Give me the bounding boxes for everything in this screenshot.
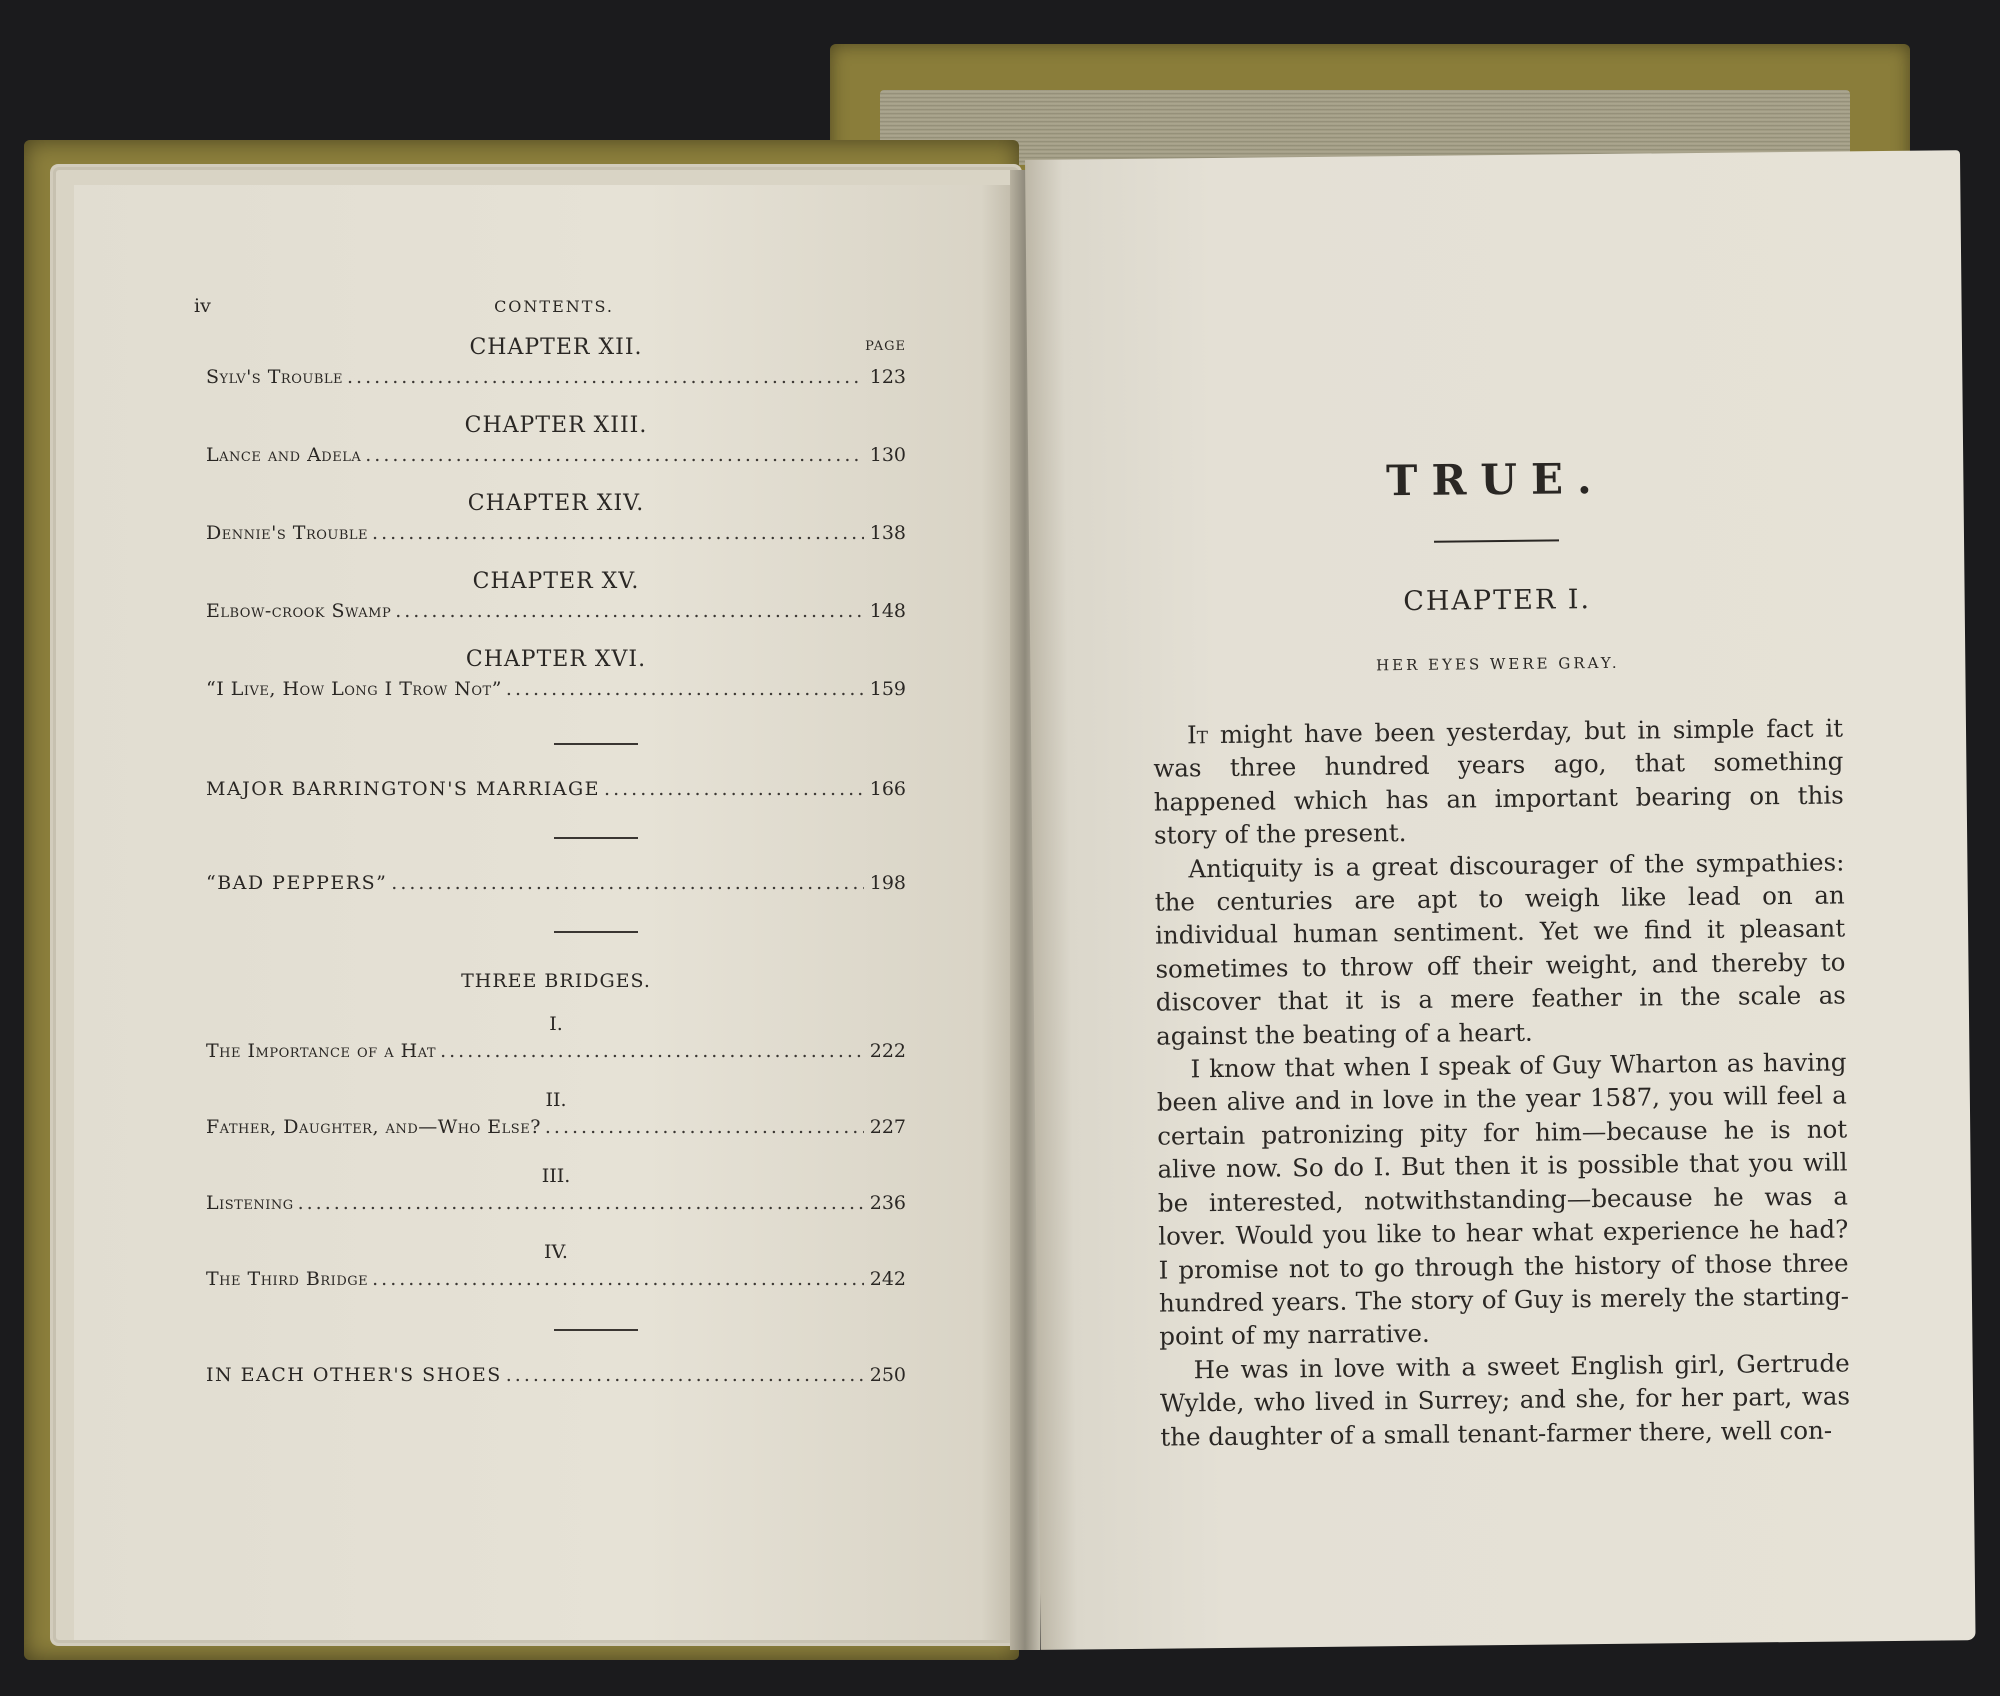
chapter-heading: CHAPTER XII. bbox=[469, 335, 643, 360]
leader-dots bbox=[361, 441, 863, 469]
toc-title: The Third Bridge bbox=[206, 1268, 369, 1290]
paragraph-text: might have been yesterday, but in simple fact it was three hundred years ago, that something happened which has an important bearing on this story of the present. bbox=[1153, 713, 1844, 850]
toc-title: Father, Daughter, and—Who Else? bbox=[206, 1116, 541, 1138]
toc-title: Sylv's Trouble bbox=[206, 366, 343, 388]
body-text bbox=[1153, 711, 1851, 1453]
toc-title: Lance and Adela bbox=[206, 444, 362, 466]
toc-title: Listening bbox=[206, 1192, 294, 1214]
toc-row bbox=[206, 441, 906, 469]
toc-title: “I Live, How Long I Trow Not” bbox=[206, 678, 502, 700]
chapter-page bbox=[1025, 150, 1976, 1650]
part-numeral: II. bbox=[545, 1089, 567, 1111]
toc-title: Elbow-crook Swamp bbox=[206, 600, 392, 622]
title-rule bbox=[1434, 539, 1559, 542]
toc-row bbox=[206, 597, 906, 625]
table-of-contents bbox=[206, 333, 986, 1389]
toc-title: “BAD PEPPERS” bbox=[206, 872, 388, 894]
toc-page-number: 159 bbox=[869, 678, 906, 700]
toc-entry bbox=[206, 333, 986, 391]
toc-page-number: 222 bbox=[869, 1040, 906, 1062]
toc-entry bbox=[206, 567, 986, 625]
toc-page-number: 250 bbox=[869, 1364, 906, 1386]
toc-row bbox=[206, 1113, 906, 1141]
toc-row bbox=[206, 869, 906, 897]
toc-row bbox=[206, 1361, 906, 1389]
toc-title: The Importance of a Hat bbox=[206, 1040, 437, 1062]
page-folio: iv bbox=[194, 295, 211, 317]
paragraph-text: I know that when I speak of Guy Wharton as having been alive and in love in the year 1587, you will feel a certain patronizing pity for him—because he is not alive now. So do I. But then it is possible that you will be interested, notwithstanding—because he was a lover. Would you like to hear what experience he had? I promise not to go through the history of those three hundred years. The story of Guy is merely the starting-point of my narrative. bbox=[1156, 1047, 1850, 1351]
book-title: TRUE. bbox=[1385, 453, 1606, 506]
part-numeral: I. bbox=[549, 1013, 563, 1035]
chapter-heading: CHAPTER XVI. bbox=[465, 647, 647, 672]
toc-title: IN EACH OTHER'S SHOES bbox=[206, 1364, 502, 1386]
toc-row bbox=[206, 1189, 906, 1217]
chapter-title: HER EYES WERE GRAY. bbox=[1375, 653, 1620, 675]
paragraph bbox=[1160, 1346, 1851, 1453]
leader-dots bbox=[502, 1361, 864, 1389]
leader-dots bbox=[343, 363, 864, 391]
toc-page-number: 166 bbox=[869, 778, 906, 800]
part-numeral: III. bbox=[541, 1165, 571, 1187]
leader-dots bbox=[368, 1265, 864, 1293]
leader-dots bbox=[541, 1113, 864, 1141]
page-header bbox=[194, 295, 954, 325]
toc-entry bbox=[206, 411, 986, 469]
leader-dots bbox=[502, 675, 864, 703]
toc-entry bbox=[206, 645, 986, 703]
toc-row bbox=[206, 1265, 906, 1293]
toc-page-number: 138 bbox=[869, 522, 906, 544]
toc-page-number: 227 bbox=[869, 1116, 906, 1138]
paragraph bbox=[1154, 845, 1846, 1053]
part-numeral: IV. bbox=[544, 1241, 568, 1263]
chapter-heading: CHAPTER XIV. bbox=[467, 491, 645, 516]
section-heading: THREE BRIDGES. bbox=[461, 970, 651, 992]
toc-page-number: 123 bbox=[869, 366, 906, 388]
chapter-heading: CHAPTER XIII. bbox=[464, 413, 648, 438]
toc-row bbox=[206, 519, 906, 547]
chapter-heading: CHAPTER XV. bbox=[472, 569, 640, 594]
leader-dots bbox=[387, 869, 863, 897]
toc-page-number: 236 bbox=[869, 1192, 906, 1214]
leader-dots bbox=[391, 597, 864, 625]
page-column-label: PAGE bbox=[865, 339, 906, 354]
leader-dots bbox=[600, 775, 864, 803]
paragraph bbox=[1156, 1046, 1849, 1354]
toc-row bbox=[206, 1037, 906, 1065]
toc-row bbox=[206, 675, 906, 703]
toc-title: Dennie's Trouble bbox=[206, 522, 369, 544]
toc-entry bbox=[206, 489, 986, 547]
paragraph bbox=[1153, 711, 1844, 852]
chapter-heading: CHAPTER I. bbox=[1403, 584, 1592, 618]
paragraph-text: Antiquity is a great discourager of the sympathies: the centuries are apt to weigh like lead on an individual human sentiment. Yet we find it pleasant sometimes to throw off their weight, and thereby to discover that it is a mere feather in the scale as against the beating of a heart. bbox=[1154, 847, 1846, 1051]
contents-page bbox=[74, 185, 1019, 1640]
toc-row bbox=[206, 775, 906, 803]
toc-page-number: 148 bbox=[869, 600, 906, 622]
paragraph-text: He was in love with a sweet English girl, Gertrude Wylde, who lived in Surrey; and she, for her part, was the daughter of a small tenant-farmer there, well con- bbox=[1159, 1348, 1851, 1452]
toc-title: MAJOR BARRINGTON'S MARRIAGE bbox=[206, 778, 601, 800]
toc-page-number: 130 bbox=[869, 444, 906, 466]
running-head: CONTENTS. bbox=[494, 297, 614, 316]
toc-row bbox=[206, 363, 906, 391]
leader-dots bbox=[368, 519, 864, 547]
drop-lead: It bbox=[1186, 720, 1209, 750]
toc-page-number: 198 bbox=[869, 872, 906, 894]
leader-dots bbox=[436, 1037, 864, 1065]
leader-dots bbox=[294, 1189, 864, 1217]
toc-page-number: 242 bbox=[869, 1268, 906, 1290]
